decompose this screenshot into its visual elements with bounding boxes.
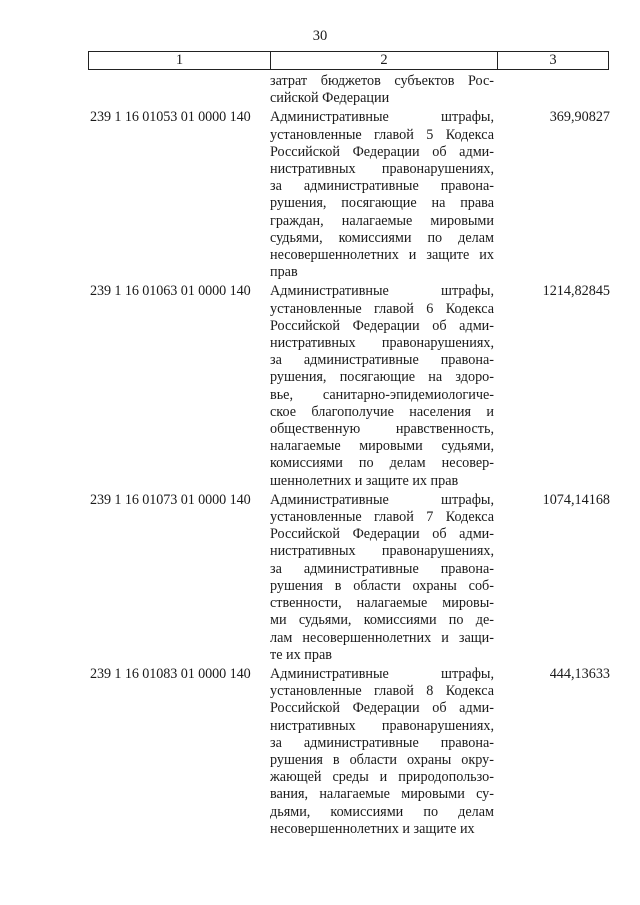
description-line: установленные главой 7 Кодекса xyxy=(270,509,494,526)
description-line: вье, санитарно-эпидемиологиче- xyxy=(270,386,494,403)
table-row xyxy=(90,109,610,281)
description-line: за административные правона- xyxy=(270,560,494,577)
description-line: несовершеннолетних и защите их xyxy=(270,247,494,264)
description-line: за административные правона- xyxy=(270,178,494,195)
description-line: общественную нравственность, xyxy=(270,421,494,438)
description-line: несовершеннолетних и защите их xyxy=(270,820,475,837)
table-row xyxy=(90,492,610,664)
code-cell: 239 1 16 01063 01 0000 140 xyxy=(90,283,251,300)
description-line: шеннолетних и защите их прав xyxy=(270,472,459,489)
description-line: сийской Федерации xyxy=(270,90,390,107)
description-line: рушения, посягающие на права xyxy=(270,195,494,212)
description-line: судьями, комиссиями по делам xyxy=(270,229,494,246)
description-cell xyxy=(270,73,494,107)
description-line: Российской Федерации об адми- xyxy=(270,700,494,717)
page-number: 30 xyxy=(312,28,328,44)
description-line: установленные главой 6 Кодекса xyxy=(270,300,494,317)
description-line: рушения, посягающие на здоро- xyxy=(270,369,494,386)
code-cell xyxy=(90,73,270,107)
description-line: за административные правона- xyxy=(270,352,494,369)
code-cell: 239 1 16 01053 01 0000 140 xyxy=(90,109,251,126)
description-line: Административные штрафы, xyxy=(270,665,494,682)
description-line: лам несовершеннолетних и защи- xyxy=(270,629,494,646)
amount-cell xyxy=(494,73,610,107)
description-line: прав xyxy=(270,264,298,281)
description-line: рушения в области охраны соб- xyxy=(270,577,494,594)
description-cell xyxy=(270,109,494,281)
description-line: те их прав xyxy=(270,646,332,663)
table-row xyxy=(90,666,610,838)
description-line: Административные штрафы, xyxy=(270,491,494,508)
table-row xyxy=(90,283,610,489)
description-line: нистративных правонарушениях, xyxy=(270,717,494,734)
column-header-1: 1 xyxy=(89,52,271,70)
description-line: установленные главой 5 Кодекса xyxy=(270,126,494,143)
description-line: ское благополучие населения и xyxy=(270,403,494,420)
amount-cell: 369,90827 xyxy=(549,109,610,126)
code-cell: 239 1 16 01083 01 0000 140 xyxy=(90,665,251,682)
description-line: Российской Федерации об адми- xyxy=(270,526,494,543)
description-cell xyxy=(270,492,494,664)
description-line: вания, налагаемые мировыми су- xyxy=(270,786,494,803)
amount-cell: 1214,82845 xyxy=(542,283,610,300)
description-line: нистративных правонарушениях, xyxy=(270,335,494,352)
description-line: комиссиями по делам несовер- xyxy=(270,455,494,472)
description-line: Административные штрафы, xyxy=(270,109,494,126)
description-line: Российской Федерации об адми- xyxy=(270,317,494,334)
description-line: рушения в области охраны окру- xyxy=(270,751,494,768)
description-cell xyxy=(270,666,494,838)
description-line: ственности, налагаемые мировы- xyxy=(270,595,494,612)
column-header-3: 3 xyxy=(498,52,609,70)
description-line: Административные штрафы, xyxy=(270,283,494,300)
description-line: дьями, комиссиями по делам xyxy=(270,803,494,820)
description-line: ми судьями, комиссиями по де- xyxy=(270,612,494,629)
amount-cell: 444,13633 xyxy=(549,665,610,682)
table-body xyxy=(90,73,610,840)
code-cell: 239 1 16 01073 01 0000 140 xyxy=(90,491,251,508)
description-line: установленные главой 8 Кодекса xyxy=(270,683,494,700)
description-line: граждан, налагаемые мировыми xyxy=(270,212,494,229)
description-line: налагаемые мировыми судьями, xyxy=(270,438,494,455)
description-line: затрат бюджетов субъектов Рос- xyxy=(270,73,494,89)
continuation-row xyxy=(90,73,610,107)
column-header-table xyxy=(88,51,609,70)
description-line: за административные правона- xyxy=(270,734,494,751)
amount-cell: 1074,14168 xyxy=(542,491,610,508)
description-line: нистративных правонарушениях, xyxy=(270,161,494,178)
description-line: Российской Федерации об адми- xyxy=(270,143,494,160)
description-line: жающей среды и природопользо- xyxy=(270,769,494,786)
description-line: нистративных правонарушениях, xyxy=(270,543,494,560)
column-header-2: 2 xyxy=(271,52,498,70)
description-cell xyxy=(270,283,494,489)
